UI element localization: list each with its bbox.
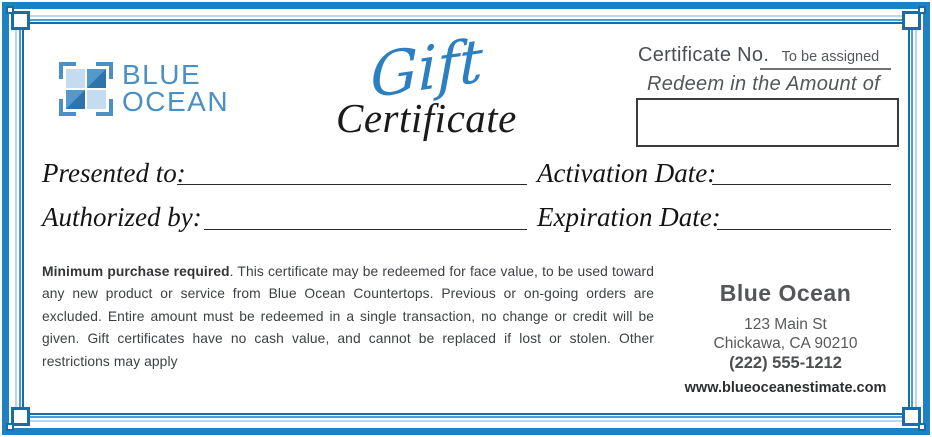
company-website: www.blueoceanestimate.com bbox=[684, 380, 887, 396]
activation-date-blank-line[interactable] bbox=[712, 184, 891, 185]
logo-square-icon bbox=[87, 90, 106, 109]
logo-word-blue: BLUE bbox=[122, 59, 202, 90]
presented-to-label: Presented to: bbox=[42, 158, 186, 188]
certificate-number-row bbox=[638, 44, 879, 67]
logo-square-icon bbox=[66, 90, 85, 109]
expiration-date-blank-line[interactable] bbox=[717, 229, 891, 230]
redeem-amount-label: Redeem in the Amount of bbox=[647, 73, 880, 95]
terms-body: . This certificate may be redeemed for face value, to be used toward any new product or service from Blue Ocean Countertops. Previous or on-going orders are excluded. Entire amount must be redeemed in a single transaction, no change or credit will be given. Gift certificates have no cash value, and cannot be replaced if lost or stolen. Other restrictions may apply bbox=[42, 264, 654, 369]
certificate-no-value: To be assigned bbox=[781, 49, 880, 65]
authorized-by-blank-line[interactable] bbox=[204, 229, 527, 230]
address-line-2: Chickawa, CA 90210 bbox=[713, 334, 858, 352]
corner-ornament-top-right bbox=[902, 11, 921, 30]
expiration-date-label: Expiration Date: bbox=[537, 202, 721, 232]
authorized-by-label: Authorized by: bbox=[42, 202, 202, 232]
logo-square-icon bbox=[66, 69, 85, 88]
company-name: Blue Ocean bbox=[719, 280, 852, 306]
logo-square-icon bbox=[87, 69, 106, 88]
blue-ocean-logo-icon bbox=[59, 62, 113, 116]
certificate-no-underline bbox=[760, 68, 891, 70]
address-line-1: 123 Main St bbox=[744, 316, 827, 333]
title-gift-script: Gift bbox=[370, 25, 483, 113]
corner-ornament-bottom-left bbox=[11, 407, 30, 426]
title-certificate: Certificate bbox=[336, 95, 517, 141]
presented-to-blank-line[interactable] bbox=[177, 184, 527, 185]
amount-entry-box[interactable] bbox=[636, 98, 899, 147]
terms-bold-lead: Minimum purchase required bbox=[42, 264, 230, 279]
terms-paragraph bbox=[42, 261, 654, 373]
certificate-no-label: Certificate No. bbox=[638, 44, 770, 66]
blue-ocean-logo bbox=[59, 59, 230, 117]
company-address bbox=[683, 316, 888, 353]
corner-ornament-bottom-right bbox=[902, 407, 921, 426]
company-phone: (222) 555-1212 bbox=[729, 354, 842, 372]
logo-word-ocean: OCEAN bbox=[122, 86, 230, 117]
activation-date-label: Activation Date: bbox=[537, 158, 717, 188]
corner-ornament-top-left bbox=[11, 11, 30, 30]
logo-wordmark bbox=[122, 61, 229, 116]
contact-block bbox=[683, 280, 888, 396]
